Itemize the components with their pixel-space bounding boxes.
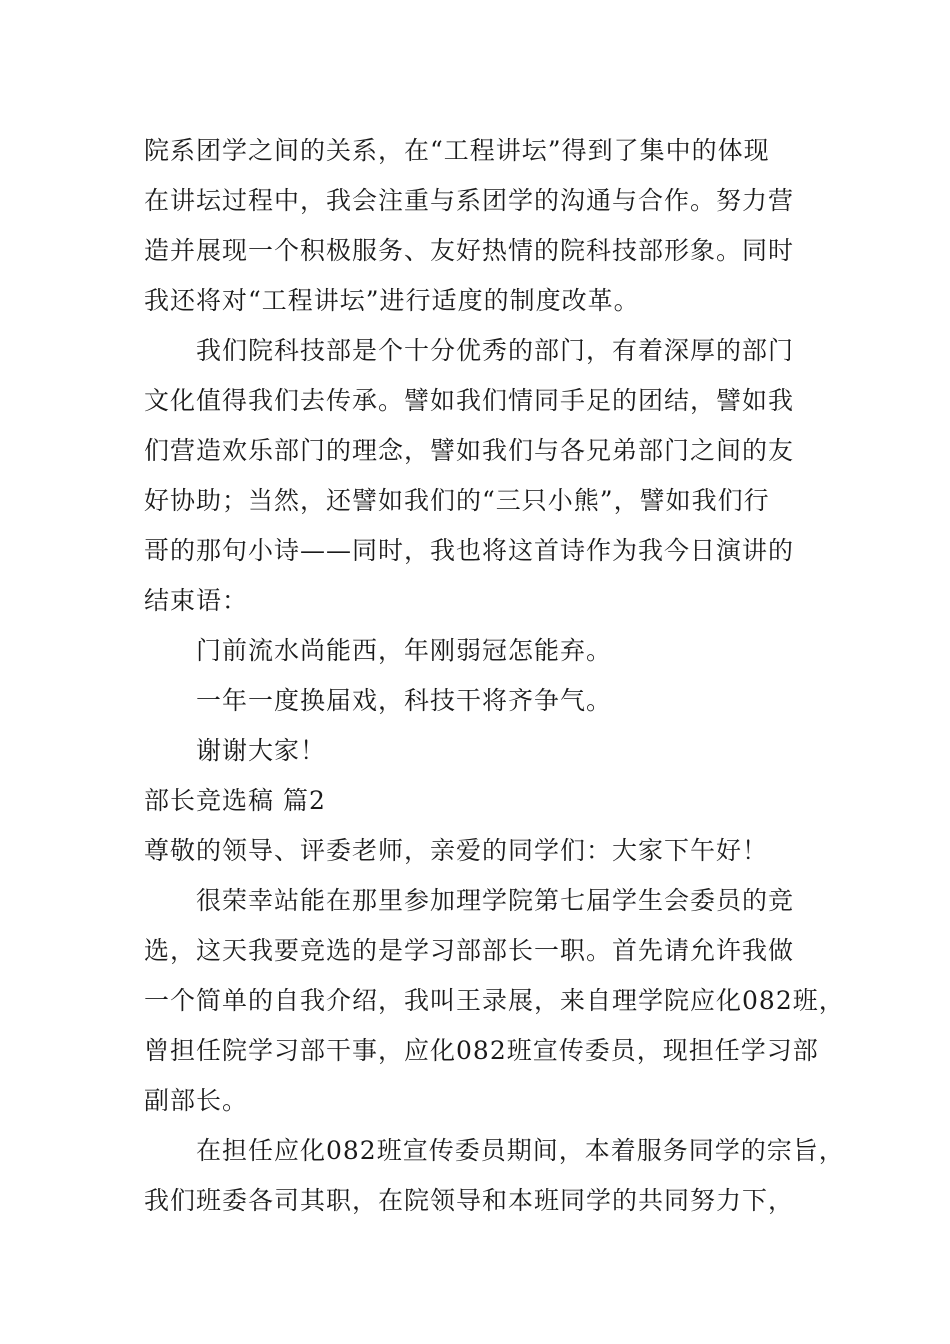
text-line: 造并展现一个积极服务、友好热情的院科技部形象。同时 (144, 236, 795, 265)
text-line: 谢谢大家！ (196, 736, 327, 765)
text-line: 在讲坛过程中，我会注重与系团学的沟通与合作。努力营 (144, 186, 795, 215)
text-line: 我还将对“工程讲坛”进行适度的制度改革。 (144, 286, 640, 315)
text-line: 文化值得我们去传承。譬如我们情同手足的团结，譬如我 (144, 386, 795, 415)
text-line: 副部长。 (144, 1086, 249, 1115)
text-line: 尊敬的领导、评委老师，亲爱的同学们：大家下午好！ (144, 836, 769, 865)
text-line: 部长竞选稿 篇2 (144, 786, 326, 815)
text-line: 一个简单的自我介绍，我叫王录展，来自理学院应化082班， (144, 986, 845, 1015)
text-line: 结束语： (144, 586, 249, 615)
text-line: 在担任应化082班宣传委员期间，本着服务同学的宗旨， (196, 1136, 845, 1165)
text-line: 哥的那句小诗——同时，我也将这首诗作为我今日演讲的 (144, 536, 795, 565)
text-line: 好协助；当然，还譬如我们的“三只小熊”，譬如我们行 (144, 486, 770, 515)
text-line: 院系团学之间的关系，在“工程讲坛”得到了集中的体现 (144, 136, 770, 165)
text-line: 很荣幸站能在那里参加理学院第七届学生会委员的竞 (196, 886, 795, 915)
text-line: 我们院科技部是个十分优秀的部门，有着深厚的部门 (196, 336, 795, 365)
text-line: 门前流水尚能西，年刚弱冠怎能弃。 (196, 636, 613, 665)
text-line: 曾担任院学习部干事，应化082班宣传委员，现担任学习部 (144, 1036, 819, 1065)
text-line: 我们班委各司其职，在院领导和本班同学的共同努力下， (144, 1186, 795, 1215)
document-body (144, 126, 845, 1226)
text-line: 选，这天我要竞选的是学习部部长一职。首先请允许我做 (144, 936, 795, 965)
text-line: 一年一度换届戏，科技干将齐争气。 (196, 686, 613, 715)
text-line: 们营造欢乐部门的理念，譬如我们与各兄弟部门之间的友 (144, 436, 795, 465)
